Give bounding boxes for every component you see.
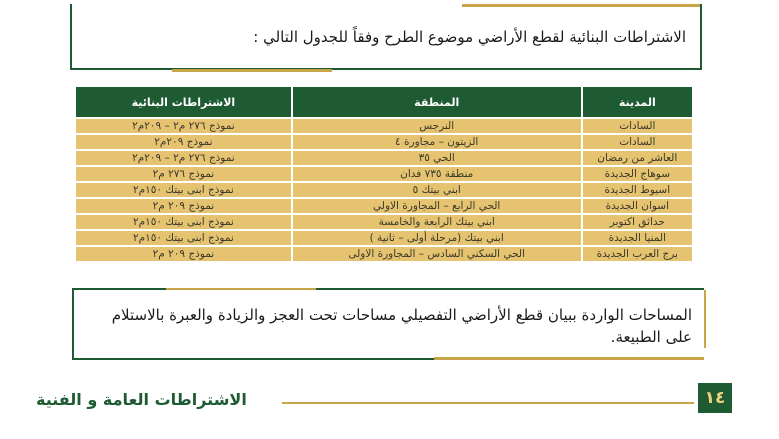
cell-area: ابني بيتك (مرحلة أولى – ثانية ) [293, 231, 581, 245]
decor-line [462, 68, 700, 70]
cell-city: السادات [583, 135, 692, 149]
decor-line [704, 290, 706, 348]
footer-divider [282, 402, 694, 404]
table-row [76, 215, 692, 229]
table-row [76, 247, 692, 261]
cell-city: حدائق اكتوبر [583, 215, 692, 229]
intro-box [72, 4, 702, 70]
cell-city: اسوان الجديدة [583, 199, 692, 213]
cell-conditions: نموذج ٢٠٩ م٢ [76, 199, 291, 213]
cell-area: الحي الرابع – المجاورة الاولي [293, 199, 581, 213]
cell-conditions: نموذج ابنى بيتك ١٥٠م٢ [76, 183, 291, 197]
footer-title: الاشتراطات العامة و الفنية [36, 390, 247, 409]
cell-city: المنيا الجديدة [583, 231, 692, 245]
cell-conditions: نموذج ٢٧٦ م٢ [76, 167, 291, 181]
cell-area: النرجس [293, 119, 581, 133]
decor-line [434, 357, 704, 360]
cell-area: منطقة ٧٣٥ فدان [293, 167, 581, 181]
header-city: المدينة [583, 87, 692, 117]
table-row [76, 183, 692, 197]
cell-area: الزيتون – مجاورة ٤ [293, 135, 581, 149]
note-text: المساحات الواردة ببيان قطع الأراضي التفصيلي مساحات تحت العجز والزيادة والعبرة بالاستلام على الطبيعة. [111, 306, 692, 346]
table-row [76, 135, 692, 149]
table-row [76, 167, 692, 181]
conditions-table [74, 85, 694, 263]
decor-line [74, 358, 434, 360]
table-row [76, 199, 692, 213]
cell-area: الحي السكني السادس – المجاورة الاولى [293, 247, 581, 261]
header-area: المنطقة [293, 87, 581, 117]
note-box [72, 288, 704, 360]
table-row [76, 231, 692, 245]
cell-conditions: نموذج ابنى بيتك ١٥٠م٢ [76, 215, 291, 229]
cell-area: ابني بيتك الرابعة والخامسة [293, 215, 581, 229]
cell-city: العاشر من رمضان [583, 151, 692, 165]
cell-area: ابني بيتك ٥ [293, 183, 581, 197]
decor-line [172, 69, 332, 72]
table-row [76, 119, 692, 133]
decor-line [166, 288, 316, 290]
table-row [76, 151, 692, 165]
cell-conditions: نموذج ٢٧٦ م٢ – ٢٠٩م٢ [76, 151, 291, 165]
header-conditions: الاشتراطات البنائية [76, 87, 291, 117]
cell-area: الحي ٣٥ [293, 151, 581, 165]
decor-line [70, 4, 72, 70]
cell-city: اسيوط الجديدة [583, 183, 692, 197]
table-header-row [76, 87, 692, 117]
cell-city: برج العرب الجديدة [583, 247, 692, 261]
cell-city: السادات [583, 119, 692, 133]
cell-conditions: نموذج ٢٧٦ م٢ – ٢٠٩م٢ [76, 119, 291, 133]
intro-text: الاشتراطات البنائية لقطع الأراضي موضوع الطرح وفقاً للجدول التالي : [253, 28, 686, 46]
page-number-badge: ١٤ [698, 383, 732, 413]
cell-conditions: نموذج ابنى بيتك ١٥٠م٢ [76, 231, 291, 245]
decor-line [462, 4, 700, 7]
cell-city: سوهاج الجديدة [583, 167, 692, 181]
cell-conditions: نموذج ٢٠٩م٢ [76, 135, 291, 149]
cell-conditions: نموذج ٢٠٩ م٢ [76, 247, 291, 261]
